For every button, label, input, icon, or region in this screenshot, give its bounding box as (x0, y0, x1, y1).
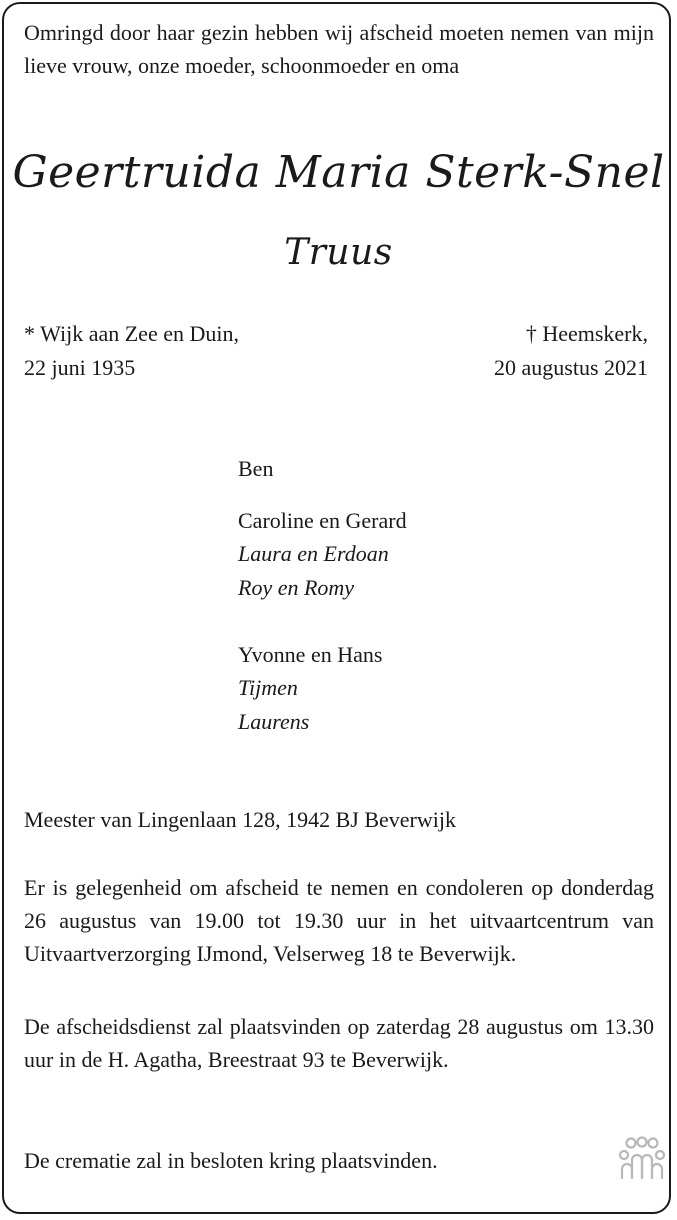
family-child-2: Yvonne en Hans (238, 642, 383, 667)
family-grandchild-2: Roy en Romy (238, 575, 355, 600)
deceased-full-name: Geertruida Maria Sterk-Snel (12, 147, 665, 198)
death-date: 20 augustus 2021 (494, 355, 648, 380)
family-people-icon (618, 1136, 666, 1180)
service-text: De afscheidsdienst zal plaatsvinden op zaterdag 28 augustus om 13.30 uur in de H. Agatha, Breestraat 93 te Beverwijk. (24, 1014, 654, 1072)
deceased-nickname: Truus (284, 232, 393, 273)
death-place: † Heemskerk, (525, 321, 648, 346)
family-husband: Ben (238, 456, 274, 481)
family-child-1: Caroline en Gerard (238, 508, 407, 533)
family-grandchild-3: Tijmen (238, 675, 298, 700)
intro-text: Omringd door haar gezin hebben wij afscheid moeten nemen van mijn lieve vrouw, onze moeder, schoonmoeder en oma (24, 20, 654, 78)
condolence-text: Er is gelegenheid om afscheid te nemen en condoleren op donderdag 26 augustus van 19.00 tot 19.30 uur in het uitvaartcentrum van Uitvaartverzorging IJmond, Velserweg 18 te Beverwijk. (24, 875, 654, 966)
birth-place: * Wijk aan Zee en Duin, (24, 321, 239, 346)
family-grandchild-1: Laura en Erdoan (238, 541, 389, 566)
family-grandchild-4: Laurens (238, 709, 310, 734)
cremation-text: De crematie zal in besloten kring plaatsvinden. (24, 1148, 438, 1173)
address: Meester van Lingenlaan 128, 1942 BJ Beverwijk (24, 807, 456, 832)
birth-date: 22 juni 1935 (24, 355, 136, 380)
